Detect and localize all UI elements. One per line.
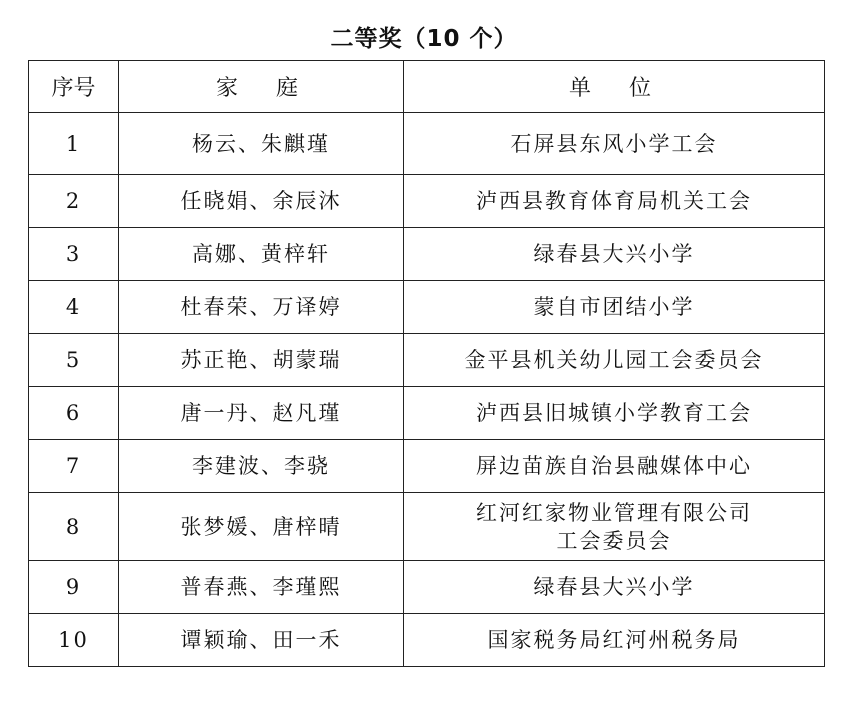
family-cell: 张梦媛、唐梓晴 xyxy=(119,493,404,561)
page-title: 二等奖（10 个） xyxy=(330,26,518,52)
seq-cell: 4 xyxy=(29,281,119,334)
table-header-row xyxy=(29,61,825,113)
table-row xyxy=(29,175,825,228)
seq-cell: 9 xyxy=(29,561,119,614)
table-row xyxy=(29,281,825,334)
header-family: 家 庭 xyxy=(119,61,404,113)
award-table xyxy=(28,60,825,667)
table-row xyxy=(29,561,825,614)
seq-cell: 2 xyxy=(29,175,119,228)
unit-cell xyxy=(404,493,825,561)
family-cell: 普春燕、李瑾熙 xyxy=(119,561,404,614)
table-row xyxy=(29,113,825,175)
table-row xyxy=(29,334,825,387)
seq-cell: 8 xyxy=(29,493,119,561)
seq-cell: 6 xyxy=(29,387,119,440)
seq-cell: 7 xyxy=(29,440,119,493)
table-row xyxy=(29,493,825,561)
seq-cell: 5 xyxy=(29,334,119,387)
family-cell: 任晓娟、余辰沐 xyxy=(119,175,404,228)
table-row xyxy=(29,614,825,667)
family-cell: 杜春荣、万译婷 xyxy=(119,281,404,334)
family-cell: 杨云、朱麒瑾 xyxy=(119,113,404,175)
family-cell: 李建波、李骁 xyxy=(119,440,404,493)
family-cell: 唐一丹、赵凡瑾 xyxy=(119,387,404,440)
table-row xyxy=(29,440,825,493)
unit-cell: 泸西县旧城镇小学教育工会 xyxy=(404,387,825,440)
unit-cell: 泸西县教育体育局机关工会 xyxy=(404,175,825,228)
family-cell: 苏正艳、胡蒙瑞 xyxy=(119,334,404,387)
unit-cell-line: 工会委员会 xyxy=(556,528,672,553)
family-cell: 谭颖瑜、田一禾 xyxy=(119,614,404,667)
unit-cell: 金平县机关幼儿园工会委员会 xyxy=(404,334,825,387)
unit-cell: 屏边苗族自治县融媒体中心 xyxy=(404,440,825,493)
header-unit: 单 位 xyxy=(404,61,825,113)
unit-cell: 绿春县大兴小学 xyxy=(404,561,825,614)
unit-cell: 绿春县大兴小学 xyxy=(404,228,825,281)
unit-cell: 石屏县东风小学工会 xyxy=(404,113,825,175)
family-cell: 高娜、黄梓轩 xyxy=(119,228,404,281)
unit-cell-line: 红河红家物业管理有限公司 xyxy=(476,500,752,525)
seq-cell: 1 xyxy=(29,113,119,175)
table-row xyxy=(29,228,825,281)
seq-cell: 3 xyxy=(29,228,119,281)
table-row xyxy=(29,387,825,440)
header-seq: 序号 xyxy=(29,61,119,113)
unit-cell: 蒙自市团结小学 xyxy=(404,281,825,334)
unit-cell: 国家税务局红河州税务局 xyxy=(404,614,825,667)
seq-cell: 10 xyxy=(29,614,119,667)
